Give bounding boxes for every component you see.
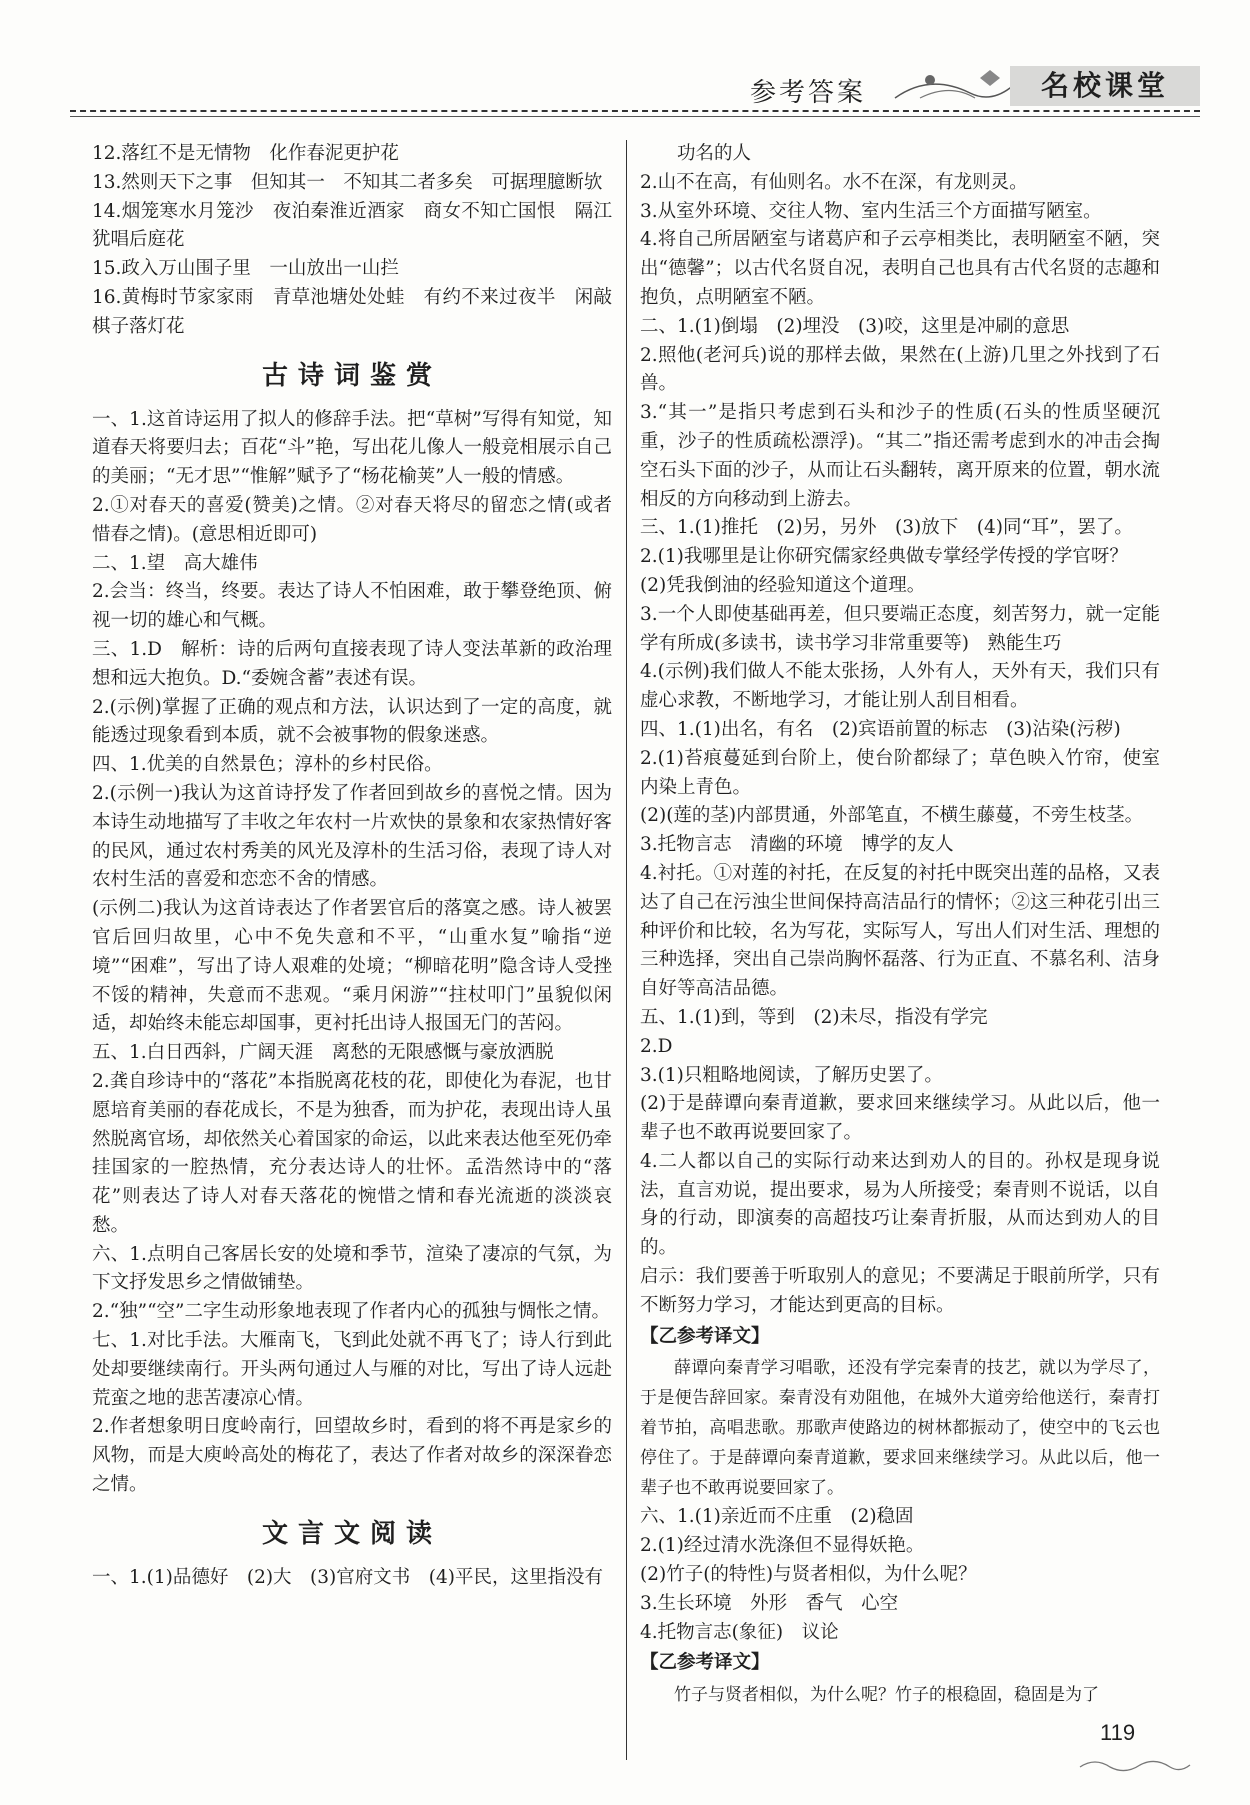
answer-line: 13.然则天下之事 但知其一 不知其二者多矣 可据理臆断欤 xyxy=(92,171,603,193)
header-solid-rule xyxy=(70,116,1200,117)
answer-line: 3.生长环境 外形 香气 心空 xyxy=(640,1592,899,1614)
answer-line: 2.龚自珍诗中的“落花”本指脱离花枝的花，即使化为春泥，也甘愿培育美丽的春花成长，不是为独香，而为护花，表现出诗人虽然脱离官场，却依然关心着国家的命运，以此来表达他至死仍牵挂国家的一腔热情，充分表达诗人的壮怀。孟浩然诗中的“落花”则表达了诗人对春天落花的惋惜之情和春光流逝的淡淡哀愁。 xyxy=(92,1070,612,1236)
answer-line: 3.(1)只粗略地阅读，了解历史罢了。 xyxy=(640,1064,943,1086)
section-title-classical-chinese: 文言文阅读 xyxy=(261,1518,442,1549)
header-dashed-rule xyxy=(70,110,1200,112)
translation-heading: 【乙参考译文】 xyxy=(640,1325,770,1347)
answer-line: 功名的人 xyxy=(677,143,752,164)
answer-line: 启示：我们要善于听取别人的意见；不要满足于眼前所学，只有不断努力学习，才能达到更高的目标。 xyxy=(640,1266,1160,1316)
answer-line: 3.从室外环境、交往人物、室内生活三个方面描写陋室。 xyxy=(640,200,1102,222)
answer-line: 2.山不在高，有仙则名。水不在深，有龙则灵。 xyxy=(640,171,1028,193)
answer-line: 14.烟笼寒水月笼沙 夜泊秦淮近酒家 商女不知亡国恨 隔江犹唱后庭花 xyxy=(92,200,612,251)
answer-line: (2)竹子(的特性)与贤者相似，为什么呢？ xyxy=(640,1564,977,1586)
answer-line: 4.将自己所居陋室与诸葛庐和子云亭相类比，表明陋室不陋，突出“德馨”；以古代名贤自况，表明自己也具有古代名贤的志趣和抱负，点明陋室不陋。 xyxy=(640,229,1160,308)
answer-line: 六、1.点明自己客居长安的处境和季节，渲染了凄凉的气氛，为下文抒发思乡之情做铺垫。 xyxy=(92,1243,612,1294)
left-column xyxy=(92,140,612,1593)
answer-line: 五、1.(1)到，等到 (2)未尽，指没有学完 xyxy=(640,1006,988,1028)
answer-line: 二、1.(1)倒塌 (2)埋没 (3)咬，这里是冲刷的意思 xyxy=(640,315,1070,337)
footer-flourish-icon xyxy=(1075,1755,1195,1775)
answer-line: 2.(示例一)我认为这首诗抒发了作者回到故乡的喜悦之情。因为本诗生动地描写了丰收之年农村一片欢快的景象和农家热情好客的民风，通过农村秀美的风光及淳朴的生活习俗，表现了诗人对农村生活的喜爱和恋恋不舍的情感。 xyxy=(92,782,612,891)
answer-line: 一、1.(1)品德好 (2)大 (3)官府文书 (4)平民，这里指没有 xyxy=(92,1566,603,1588)
answer-line: 3.一个人即使基础再差，但只要端正态度，刻苦努力，就一定能学有所成(多读书，读书学习非常重要等) 熟能生巧 xyxy=(640,603,1160,654)
answer-line: 4.托物言志(象征) 议论 xyxy=(640,1621,839,1643)
answer-line: 一、1.这首诗运用了拟人的修辞手法。把“草树”写得有知觉，知道春天将要归去；百花“斗”艳，写出花儿像人一般竞相展示自己的美丽；“无才思”“惟解”赋予了“杨花榆荚”人一般的情感。 xyxy=(92,408,612,488)
column-divider xyxy=(626,140,627,1760)
answer-line: 2.D xyxy=(640,1035,673,1057)
answer-line: 2.(1)经过清水洗涤但不显得妖艳。 xyxy=(640,1535,925,1557)
answer-line: 2.(1)我哪里是让你研究儒家经典做专掌经学传授的学官呀？ xyxy=(640,546,1128,568)
answer-line: 16.黄梅时节家家雨 青草池塘处处蛙 有约不来过夜半 闲敲棋子落灯花 xyxy=(92,286,612,337)
answer-line: 2.(示例)掌握了正确的观点和方法，认识达到了一定的高度，就能透过现象看到本质，就不会被事物的假象迷惑。 xyxy=(92,696,612,747)
header-brand: 名校课堂 xyxy=(1010,66,1200,106)
translation-text: 薛谭向秦青学习唱歌，还没有学完秦青的技艺，就以为学尽了，于是便告辞回家。秦青没有劝阻他，在城外大道旁给他送行，秦青打着节拍，高唱悲歌。那歌声使路边的树林都振动了，使空中的飞云也停住了。于是薛谭向秦青道歉，要求回来继续学习。从此以后，他一辈子也不敢再说要回家了。 xyxy=(640,1358,1160,1499)
answer-line: 六、1.(1)亲近而不庄重 (2)稳固 xyxy=(640,1506,914,1528)
answer-line: 15.政入万山围子里 一山放出一山拦 xyxy=(92,258,399,280)
translation-text: 竹子与贤者相似，为什么呢？竹子的根稳固，稳固是为了 xyxy=(674,1685,1099,1706)
answer-line: 2.作者想象明日度岭南行，回望故乡时，看到的将不再是家乡的风物，而是大庾岭高处的梅花了，表达了作者对故乡的深深眷恋之情。 xyxy=(92,1416,612,1496)
answer-line: (2)于是薛谭向秦青道歉，要求回来继续学习。从此以后，他一辈子也不敢再说要回家了。 xyxy=(640,1093,1160,1144)
answer-line: 4.衬托。①对莲的衬托，在反复的衬托中既突出莲的品格，又表达了自己在污浊尘世间保持高洁品行的情怀；②这三种花引出三种评价和比较，名为写花，实际写人，写出人们对生活、理想的三种选择，突出自己崇尚胸怀磊落、行为正直、不慕名利、洁身自好等高洁品德。 xyxy=(640,862,1160,1000)
answer-line: 五、1.白日西斜，广阔天涯 离愁的无限感慨与豪放洒脱 xyxy=(92,1042,554,1064)
answer-line: 2.会当：终当，终要。表达了诗人不怕困难，敢于攀登绝顶、俯视一切的雄心和气概。 xyxy=(92,581,612,632)
answer-line: (示例二)我认为这首诗表达了作者罢官后的落寞之感。诗人被罢官后回归故里，心中不免失意和不平，“山重水复”喻指“逆境”“困难”，写出了诗人艰难的处境；“柳暗花明”隐含诗人受挫不馁的精神，失意而不悲观。“乘月闲游”“拄杖叩门”虽貌似闲适，却始终未能忘却国事，更衬托出诗人报国无门的苦闷。 xyxy=(92,898,612,1035)
header-answer-title: 参考答案 xyxy=(750,78,867,108)
answer-line: 4.(示例)我们做人不能太张扬，人外有人，天外有天，我们只有虚心求教，不断地学习，才能让别人刮目相看。 xyxy=(640,661,1160,712)
section-title-poetry: 古诗词鉴赏 xyxy=(261,360,442,391)
answer-line: (2)凭我倒油的经验知道这个道理。 xyxy=(640,574,926,596)
answer-line: 2.照他(老河兵)说的那样去做，果然在(上游)几里之外找到了石兽。 xyxy=(640,344,1160,395)
translation-heading: 【乙参考译文】 xyxy=(640,1652,770,1674)
answer-line: 3.托物言志 清幽的环境 博学的友人 xyxy=(640,834,954,856)
answer-line: 2.“独”“空”二字生动形象地表现了作者内心的孤独与惆怅之情。 xyxy=(92,1301,610,1323)
answer-line: 四、1.(1)出名，有名 (2)宾语前置的标志 (3)沾染(污秽) xyxy=(640,718,1121,740)
answer-line: 二、1.望 高大雄伟 xyxy=(92,552,258,574)
answer-line: 2.(1)苔痕蔓延到台阶上，使台阶都绿了；草色映入竹帘，使室内染上青色。 xyxy=(640,747,1160,798)
answer-line: 三、1.(1)推托 (2)另，另外 (3)放下 (4)同“耳”，罢了。 xyxy=(640,517,1133,539)
answer-line: 七、1.对比手法。大雁南飞，飞到此处就不再飞了；诗人行到此处却要继续南行。开头两句通过人与雁的对比，写出了诗人远赴荒蛮之地的悲苦凄凉心情。 xyxy=(92,1330,612,1409)
page-header xyxy=(70,58,1200,114)
answer-line: 4.二人都以自己的实际行动来达到劝人的目的。孙权是现身说法，直言劝说，提出要求，易为人所接受；秦青则不说话，以自身的行动，即演奏的高超技巧让秦青折服，从而达到劝人的目的。 xyxy=(640,1150,1160,1259)
answer-line: 三、1.D 解析：诗的后两句直接表现了诗人变法革新的政治理想和远大抱负。D.“委婉含蓄”表述有误。 xyxy=(92,638,612,689)
answer-line: 12.落红不是无情物 化作春泥更护花 xyxy=(92,143,399,164)
page-number: 119 xyxy=(1100,1720,1136,1745)
answer-line: 3.“其一”是指只考虑到石头和沙子的性质(石头的性质坚硬沉重，沙子的性质疏松漂浮)。“其二”指还需考虑到水的冲击会掏空石头下面的沙子，从而让石头翻转，离开原来的位置，朝水流相反的方向移动到上游去。 xyxy=(640,402,1160,510)
right-column xyxy=(640,140,1160,1710)
answer-line: 2.①对春天的喜爱(赞美)之情。②对春天将尽的留恋之情(或者惜春之情)。(意思相近即可) xyxy=(92,494,612,545)
answer-line: 四、1.优美的自然景色；淳朴的乡村民俗。 xyxy=(92,754,443,776)
answer-line: (2)(莲的茎)内部贯通，外部笔直，不横生藤蔓，不旁生枝茎。 xyxy=(640,805,1144,827)
